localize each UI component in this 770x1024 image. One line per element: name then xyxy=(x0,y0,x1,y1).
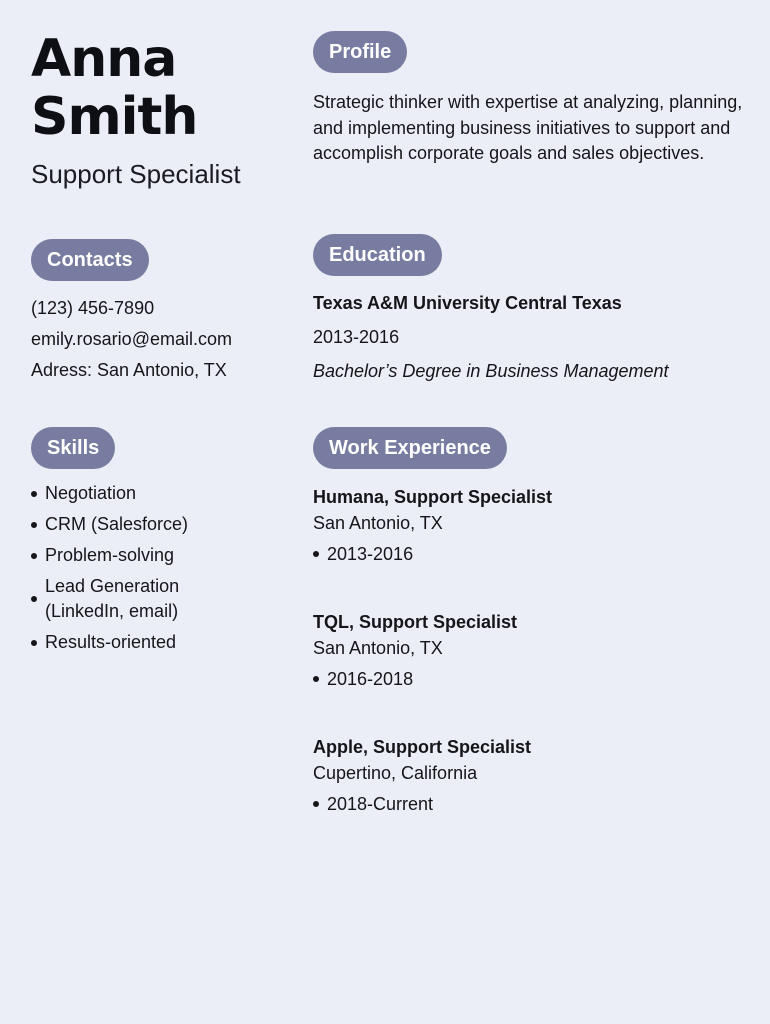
bullet-icon xyxy=(313,551,319,557)
job-years xyxy=(313,666,517,692)
contacts-list xyxy=(31,293,232,386)
contact-phone: (123) 456-7890 xyxy=(31,298,155,318)
job-location: San Antonio, TX xyxy=(313,638,443,658)
job-years xyxy=(313,541,552,567)
work-heading: Work Experience xyxy=(313,427,507,469)
bullet-icon xyxy=(313,801,319,807)
job-entry xyxy=(313,734,531,817)
job-title: TQL, Support Specialist xyxy=(313,612,518,632)
bullet-icon xyxy=(31,522,37,528)
skill-item xyxy=(31,630,205,655)
skill-item xyxy=(31,543,205,568)
skill-item xyxy=(31,574,205,624)
contacts-section xyxy=(31,239,232,386)
skill-label: Results-oriented xyxy=(45,632,177,652)
skill-label: Negotiation xyxy=(45,483,137,503)
bullet-icon xyxy=(31,596,37,602)
skill-label: Problem-solving xyxy=(45,545,175,565)
bullet-icon xyxy=(31,491,37,497)
education-entry xyxy=(313,290,753,384)
skills-list xyxy=(31,481,205,655)
education-years: 2013-2016 xyxy=(313,327,400,347)
contact-email: emily.rosario@email.com xyxy=(31,329,232,349)
bullet-icon xyxy=(31,640,37,646)
education-school: Texas A&M University Central Texas xyxy=(313,293,622,313)
bullet-icon xyxy=(31,553,37,559)
contacts-heading: Contacts xyxy=(31,239,149,281)
skill-item xyxy=(31,481,205,506)
education-section xyxy=(313,234,753,384)
job-years-label: 2013-2016 xyxy=(327,544,414,564)
work-section xyxy=(313,427,753,814)
job-years-label: 2016-2018 xyxy=(327,669,414,689)
skill-label: CRM (Salesforce) xyxy=(45,514,189,534)
candidate-name xyxy=(31,30,291,146)
first-name: Anna xyxy=(31,29,177,89)
job-title: Apple, Support Specialist xyxy=(313,737,532,757)
profile-section xyxy=(313,31,753,167)
job-years-label: 2018-Current xyxy=(327,794,434,814)
education-degree: Bachelor’s Degree in Business Management xyxy=(313,361,669,381)
skill-item xyxy=(31,512,205,537)
last-name: Smith xyxy=(31,87,198,147)
skills-section xyxy=(31,427,205,661)
profile-text: Strategic thinker with expertise at analyzing, planning, and implementing business initiatives to support and accomplish corporate goals and sales objectives. xyxy=(313,92,743,163)
bullet-icon xyxy=(313,676,319,682)
left-column xyxy=(31,29,291,652)
job-entry xyxy=(313,609,517,692)
candidate-role: Support Specialist xyxy=(31,159,241,189)
job-entry xyxy=(313,484,552,567)
job-title: Humana, Support Specialist xyxy=(313,487,553,507)
job-years xyxy=(313,791,531,817)
job-location: San Antonio, TX xyxy=(313,513,443,533)
job-location: Cupertino, California xyxy=(313,763,478,783)
profile-heading: Profile xyxy=(313,31,407,73)
skill-label: Lead Generation (LinkedIn, email) xyxy=(45,576,180,621)
education-heading: Education xyxy=(313,234,442,276)
contact-address: Adress: San Antonio, TX xyxy=(31,360,227,380)
skills-heading: Skills xyxy=(31,427,115,469)
